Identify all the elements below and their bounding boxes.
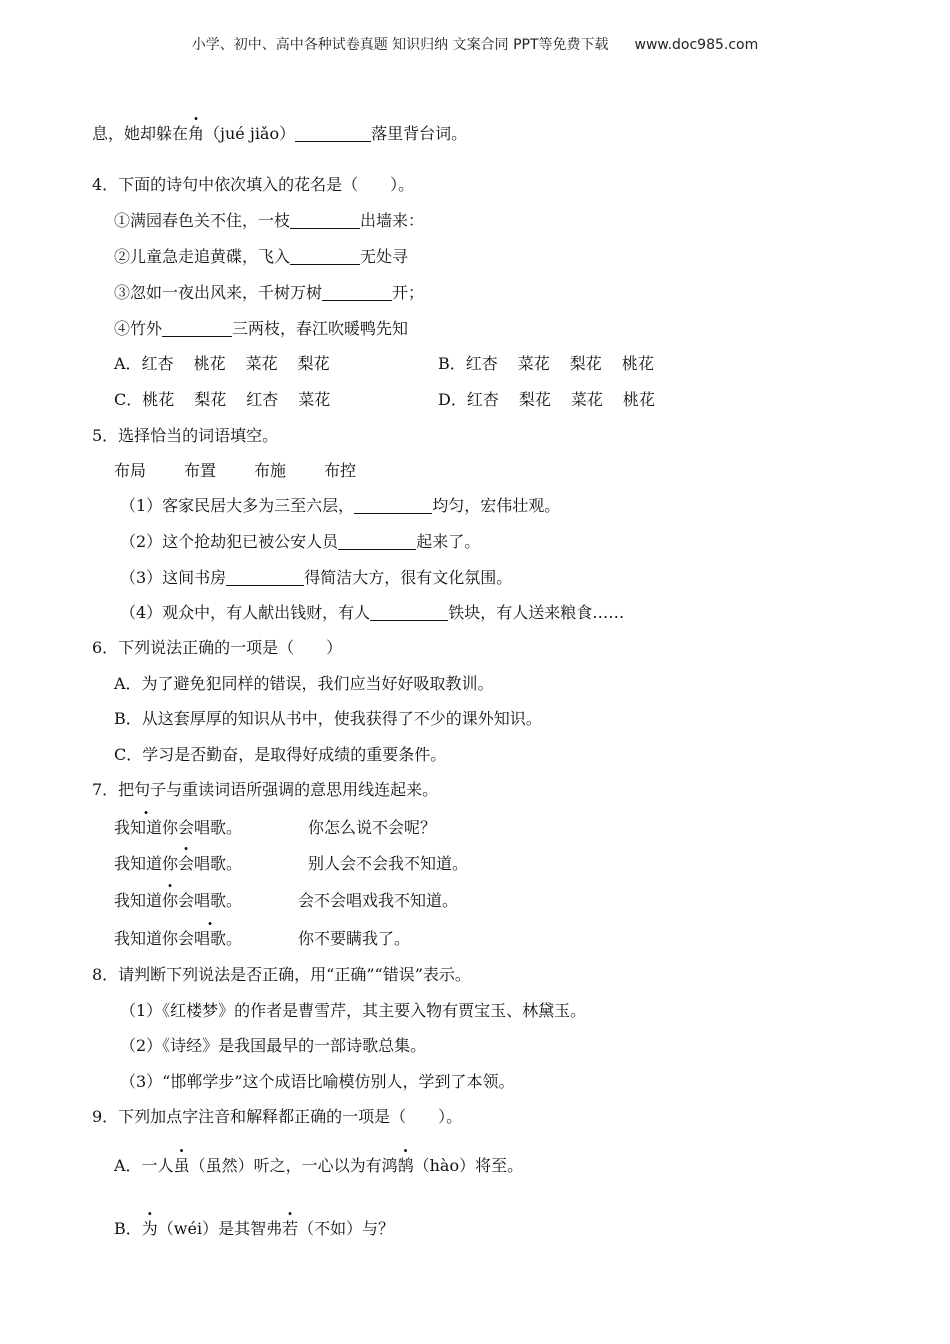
q7-left-3: 我知道你会唱歌。 [114,891,243,910]
header-url[interactable]: www.doc985.com [634,37,759,53]
q5-word-bank: 布局 布置 布施 布控 [114,461,357,480]
q7-right-3: 会不会唱戏我不知道。 [298,891,459,910]
answer-blank[interactable] [338,533,416,550]
q8-item-2: （2）《诗经》是我国最早的一部诗歌总集。 [120,1036,427,1055]
q6-stem: 6．下列说法正确的一项是（ ） [92,638,343,657]
answer-blank[interactable] [370,604,448,621]
q4-option-b[interactable]: B．红杏 菜花 梨花 桃花 [438,354,654,373]
q5-item-4: （4）观众中，有人献出钱财，有人 铁块，有人送来粮食…… [120,603,625,622]
answer-blank[interactable] [226,569,304,586]
q9-stem: 9．下列加点字注音和解释都正确的一项是（ ）。 [92,1107,463,1126]
answer-blank[interactable] [354,497,432,514]
q6-option-c[interactable]: C．学习是否勤奋，是取得好成绩的重要条件。 [114,745,447,764]
q7-left-1: 我知道你会唱歌。 [114,818,243,837]
q7-left-2: 我知道你会唱歌。 [114,854,243,873]
q5-stem: 5．选择恰当的词语填空。 [92,426,279,445]
q7-left-4: 我知道你会唱歌。 [114,929,243,948]
q5-item-3: （3）这间书房 得简洁大方，很有文化氛围。 [120,568,513,587]
q9-option-a[interactable]: A．一人虽（虽然）听之，一心以为有鸿鹄（hào）将至。 [114,1156,524,1175]
dotted-word: 你 [162,891,179,910]
answer-blank[interactable] [290,248,360,265]
q7-right-1: 你怎么说不会呢？ [308,818,437,837]
q4-option-d[interactable]: D．红杏 梨花 菜花 桃花 [438,390,655,409]
q6-option-a[interactable]: A．为了避免犯同样的错误，我们应当好好吸取教训。 [114,674,494,693]
dotted-word: 知道 [130,818,163,837]
q5-item-1: （1）客家民居大多为三至六层， 均匀，宏伟壮观。 [120,496,561,515]
q7-right-2: 别人会不会我不知道。 [308,854,469,873]
dotted-word: 唱歌 [194,929,227,948]
q6-option-b[interactable]: B．从这套厚厚的知识从书中，使我获得了不少的课外知识。 [114,709,542,728]
dotted-word: 会 [178,854,195,873]
q5-item-2: （2）这个抢劫犯已被公安人员 起来了。 [120,532,481,551]
dotted-char: 角 [188,124,205,143]
dotted-char: 为 [141,1219,158,1238]
q7-right-4: 你不要瞒我了。 [298,929,411,948]
q4-line-4: ④竹外 三两枝，春江吹暖鸭先知 [114,319,409,338]
page-header [0,34,950,54]
q4-stem: 4．下面的诗句中依次填入的花名是（ ）。 [92,175,415,194]
q8-stem: 8．请判断下列说法是否正确，用“正确”“错误”表示。 [92,965,471,984]
q8-item-1: （1）《红楼梦》的作者是曹雪芹，其主要入物有贾宝玉、林黛玉。 [120,1001,587,1020]
q4-line-3: ③忽如一夜出风来，千树万树 开； [114,283,425,302]
q4-option-c[interactable]: C．桃花 梨花 红杏 菜花 [114,390,331,409]
dotted-char: 虽 [173,1156,190,1175]
q4-option-a[interactable]: A．红杏 桃花 菜花 梨花 [114,354,330,373]
q4-line-1: ①满园春色关不住，一枝 出墙来： [114,211,425,230]
answer-blank[interactable] [322,284,392,301]
dotted-char: 鹄 [397,1156,414,1175]
header-title: 小学、初中、高中各种试卷真题 知识归纳 文案合同 PPT等免费下载 [191,37,609,53]
q9-option-b[interactable]: B．为（wéi）是其智弗若（不如）与？ [114,1219,395,1238]
continued-line: 息，她却躲在角（jué jiǎo） 落里背台词。 [92,124,468,143]
q8-item-3: （3）“邯郸学步”这个成语比喻模仿别人，学到了本领。 [120,1072,515,1091]
answer-blank[interactable] [162,320,232,337]
dotted-char: 若 [282,1219,299,1238]
q4-line-2: ②儿童急走追黄碟，飞入 无处寻 [114,247,409,266]
answer-blank[interactable] [295,125,371,142]
answer-blank[interactable] [290,212,360,229]
q7-stem: 7．把句子与重读词语所强调的意思用线连起来。 [92,780,439,799]
